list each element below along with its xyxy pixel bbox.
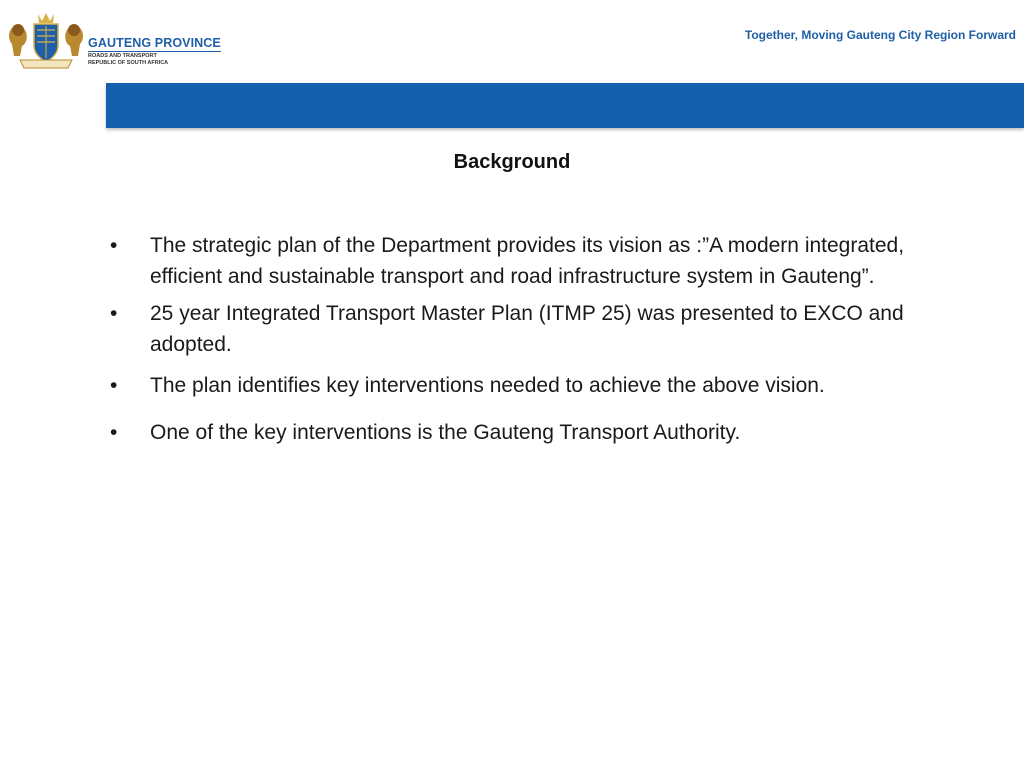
bullet-marker: • [110,374,118,397]
bullet-text: The strategic plan of the Department provides its vision as :”A modern integrated, efficient and sustainable transport and road infrastructure system in Gauteng”. [150,234,905,288]
bullet-text: 25 year Integrated Transport Master Plan (ITMP 25) was presented to EXCO and adopted. [150,302,904,356]
header-band [106,83,1024,128]
bullet-item [108,417,968,448]
bullet-list [108,230,968,448]
tagline: Together, Moving Gauteng City Region Forward [744,28,1016,42]
bullet-item [108,298,968,360]
bullet-item [108,230,968,292]
republic-name: REPUBLIC OF SOUTH AFRICA [88,60,169,66]
bullet-item [108,370,968,401]
bullet-marker: • [110,302,118,325]
slide-title: Background [453,151,571,173]
bullet-text: One of the key interventions is the Gauteng Transport Authority. [150,421,741,444]
coat-of-arms-icon [6,10,86,72]
bullet-marker: • [110,421,118,444]
bullet-text: The plan identifies key interventions needed to achieve the above vision. [150,374,825,397]
bullet-marker: • [110,234,118,257]
province-name: GAUTENG PROVINCE [88,36,221,50]
gauteng-logo [6,10,226,72]
department-name: ROADS AND TRANSPORT [88,51,221,60]
